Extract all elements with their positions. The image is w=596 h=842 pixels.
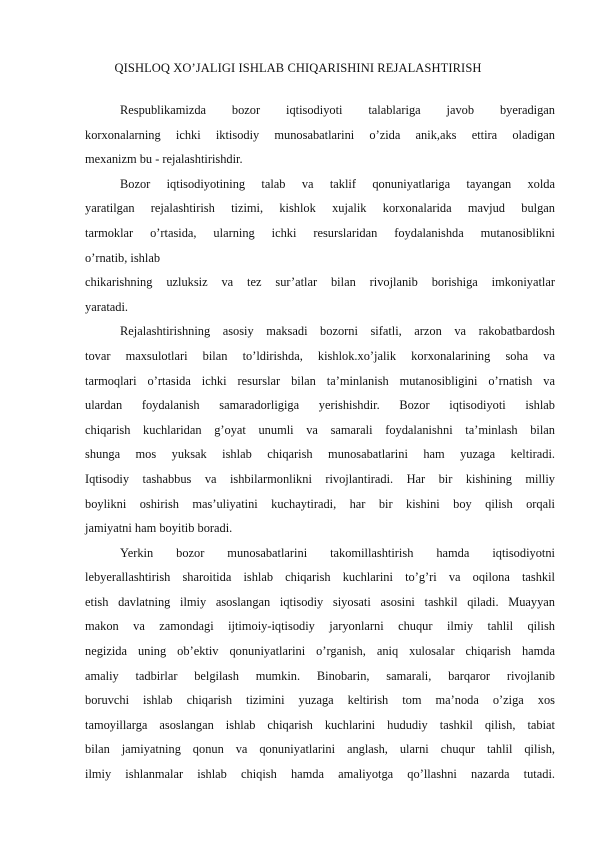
text-line: Yerkin bozor munosabatlarini takomillashtirish hamda iqtisodiyotni — [120, 545, 555, 560]
document-title: QISHLOQ XO’JALIGI ISHLAB CHIQARISHINI REJALASHTIRISH — [114, 61, 482, 75]
text-line: boruvchi ishlab chiqarish tizimini yuzaga keltirish tom ma’noda o’ziga xos — [85, 693, 555, 708]
text-line: chikarishning uzluksiz va tez sur’atlar bilan rivojlanib borishiga imkoniyatlar — [85, 275, 555, 290]
text-line: shunga mos yuksak ishlab chiqarish munosabatlarini ham yuzaga keltiradi. — [85, 447, 555, 462]
text-line: tarmoklar o’rtasida, ularning ichki resurslaridan foydalanishda mutanosiblikni — [85, 225, 555, 240]
text-line: Respublikamizda bozor iqtisodiyoti talablariga javob byeradigan — [120, 103, 555, 117]
text-line: jamiyatni ham boyitib boradi. — [85, 521, 233, 536]
text-line: boylikni oshirish mas’uliyatini kuchaytiradi, har bir kishini boy qilish orqali — [85, 496, 555, 511]
text-line: makon va zamondagi ijtimoiy-iqtisodiy jaryonlarni chuqur ilmiy tahlil qilish — [85, 619, 555, 634]
text-line: etish davlatning ilmiy asoslangan iqtisodiy siyosati asosini tashkil qiladi. Muayyan — [85, 594, 555, 609]
text-line: tamoyillarga asoslangan ishlab chiqarish kuchlarini hududiy tashkil qilish, tabiat — [85, 717, 555, 732]
text-line: o’rnatib, ishlab — [85, 250, 161, 265]
text-line: amaliy tadbirlar belgilash mumkin. Binobarin, samarali, barqaror rivojlanib — [85, 668, 555, 683]
text-line: ilmiy ishlanmalar ishlab chiqish hamda amaliyotga qo’llashni nazarda tutadi. — [85, 767, 555, 782]
text-line: negizida uning ob’ektiv qonuniyatlarini o’rganish, aniq xulosalar chiqarish hamda — [85, 644, 555, 659]
document-body — [85, 98, 555, 787]
text-line: tovar maxsulotlari bilan to’ldirishda, kishlok.xo’jalik korxonalarining soha va — [85, 348, 555, 363]
text-line: yaratadi. — [85, 299, 128, 314]
text-line: Bozor iqtisodiyotining talab va taklif qonuniyatlariga tayangan xolda — [120, 176, 555, 191]
text-line: korxonalarning ichki iktisodiy munosabatlarini o’zida anik,aks ettira oladigan — [85, 127, 555, 142]
text-line: bilan jamiyatning qonun va qonuniyatlarini anglash, ularni chuqur tahlil qilish, — [85, 742, 555, 757]
text-line: Rejalashtirishning asosiy maksadi bozorni sifatli, arzon va rakobatbardosh — [120, 324, 555, 339]
text-line: tarmoqlari o’rtasida ichki resurslar bilan ta’minlanish mutanosibligini o’rnatish va — [85, 373, 555, 388]
text-line: yaratilgan rejalashtirish tizimi, kishlok xujalik korxonalarida mavjud bulgan — [85, 201, 555, 216]
text-line: mexanizm bu - rejalashtirishdir. — [85, 152, 243, 167]
text-line: chiqarish kuchlaridan g’oyat unumli va samarali foydalanishni ta’minlash bilan — [85, 422, 555, 437]
text-line: ulardan foydalanish samaradorligiga yerishishdir. Bozor iqtisodiyoti ishlab — [85, 398, 555, 413]
text-line: lebyerallashtirish sharoitida ishlab chiqarish kuchlarini to’g’ri va oqilona tashkil — [85, 570, 555, 585]
text-line: Iqtisodiy tashabbus va ishbilarmonlikni rivojlantiradi. Har bir kishining milliy — [85, 471, 555, 486]
